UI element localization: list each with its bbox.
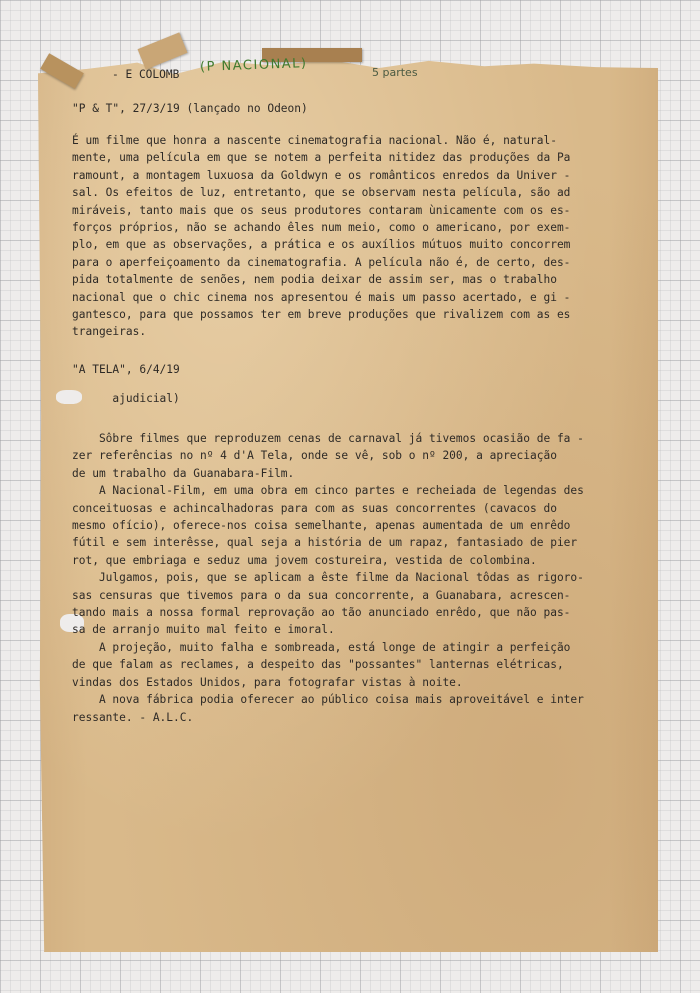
text-line: plo, em que as observações, a prática e os auxílios mútuos muito concorrem: [72, 238, 571, 252]
text-line: pida totalmente de senões, nem podia deixar de assim ser, mas o trabalho: [72, 273, 557, 287]
text-line: A nova fábrica podia oferecer ao público coisa mais aproveitável e inter: [72, 693, 584, 707]
text-line: rot, que embriaga e seduz uma jovem costureira, vestida de colombina.: [72, 553, 537, 567]
header-typed: - E COLOMB: [112, 68, 180, 81]
text-line: trangeiras.: [72, 325, 147, 339]
text-line: É um filme que honra a nascente cinematografia nacional. Não é, natural-: [72, 134, 557, 147]
text-line: miráveis, tanto mais que os seus produtores contaram ùnicamente com os es-: [72, 203, 571, 217]
text-line: tando mais a nossa formal reprovação ao tão anunciado enrêdo, que não pas-: [72, 606, 571, 620]
text-line: Julgamos, pois, que se aplicam a êste filme da Nacional tôdas as rigoro-: [72, 571, 584, 585]
text-line: ramount, a montagem luxuosa da Goldwyn e os românticos enredos da Univer -: [72, 168, 571, 182]
text-line: conceituosas e achincalhadoras para com as suas concorrentes (cavacos do: [72, 501, 557, 515]
torn-fragment: [138, 32, 188, 69]
review1-source: "P & T", 27/3/19 (lançado no Odeon): [72, 102, 308, 115]
header-handwritten-note: (P NACIONAL): [199, 56, 308, 75]
text-line: forços próprios, não se achando êles num meio, como o americano, por exem-: [72, 221, 571, 235]
header-parts-note: 5 partes: [372, 66, 418, 79]
text-line: sas censuras que tivemos para o da sua concorrente, a Guanabara, acrescen-: [72, 588, 571, 602]
review2-body: [72, 430, 584, 726]
text-line: ressante. - A.L.C.: [72, 710, 194, 724]
text-line: mesmo ofício), oferece-nos coisa semelhante, apenas aumentada de um enrêdo: [72, 519, 571, 533]
text-line: Sôbre filmes que reproduzem cenas de carnaval já tivemos ocasião de fa -: [72, 432, 584, 445]
text-line: mente, uma película em que se notem a perfeita nitidez das produções da Pa: [72, 151, 571, 165]
text-line: de um trabalho da Guanabara-Film.: [72, 466, 295, 480]
review1-body: [72, 132, 570, 341]
text-line: A projeção, muito falha e sombreada, está longe de atingir a perfeição: [72, 640, 571, 654]
text-line: para o aperfeiçoamento da cinematografia. A película não é, de certo, des-: [72, 255, 571, 269]
text-line: vindas dos Estados Unidos, para fotografar vistas à noite.: [72, 675, 463, 689]
text-line: de que falam as reclames, a despeito das "possantes" lanternas elétricas,: [72, 658, 564, 672]
text-line: sal. Os efeitos de luz, entretanto, que se observam nesta película, são ad: [72, 186, 571, 200]
text-line: gantesco, para que possamos ter em breve produções que rivalizem com as es: [72, 308, 571, 322]
text-line: zer referências no nº 4 d'A Tela, onde se vê, sob o nº 200, a apreciação: [72, 449, 557, 463]
review2-source: "A TELA", 6/4/19: [72, 363, 180, 376]
text-line: sa de arranjo muito mal feito e imoral.: [72, 623, 335, 637]
text-line: nacional que o chic cinema nos apresentou é mais um passo acertado, e gi -: [72, 290, 571, 304]
text-line: fútil e sem interêsse, qual seja a história de um rapaz, fantasiado de pier: [72, 536, 578, 550]
review2-subtitle: ajudicial): [72, 392, 180, 405]
text-line: A Nacional-Film, em uma obra em cinco partes e recheiada de legendas des: [72, 484, 584, 498]
